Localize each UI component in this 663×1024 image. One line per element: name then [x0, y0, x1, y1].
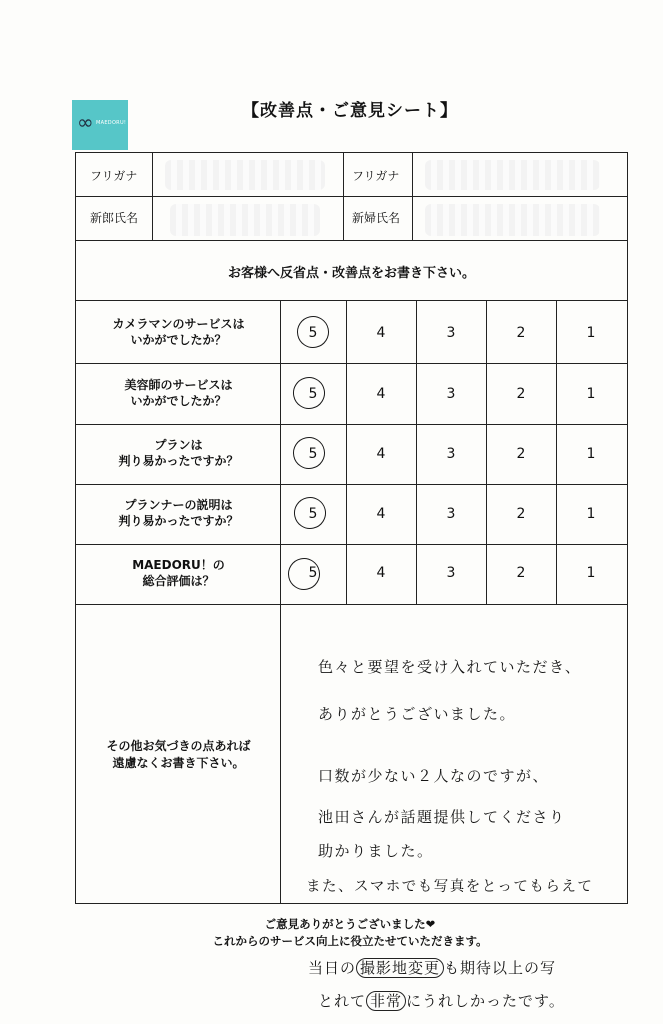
divider — [75, 544, 628, 545]
rating-option[interactable]: 5 — [308, 325, 318, 341]
divider — [343, 152, 344, 240]
divider — [75, 300, 628, 301]
rating-option[interactable]: 2 — [516, 325, 526, 341]
handwritten-segment: も期待以上の写 — [444, 959, 557, 977]
question-plan — [77, 437, 280, 469]
question-line: カメラマンのサービスは — [112, 317, 245, 331]
bride-name-label: 新婦氏名 — [352, 211, 401, 225]
handwritten-comment-line: 助かりました。 — [318, 842, 434, 860]
divider — [75, 604, 628, 605]
handwritten-segment: 当日の — [308, 959, 357, 977]
question-line: いかがでしたか？ — [130, 394, 227, 408]
rating-option[interactable]: 2 — [516, 386, 526, 402]
rating-option[interactable]: 2 — [516, 506, 526, 522]
service-improvement-text: これからのサービス向上に役立たせていただきます。 — [212, 934, 488, 948]
rating-option[interactable]: 1 — [586, 325, 596, 341]
rating-option[interactable]: 4 — [376, 325, 386, 341]
rating-option[interactable]: 3 — [446, 565, 456, 581]
question-line: MAEDORU！の — [132, 558, 225, 572]
handwritten-comment-line — [308, 957, 556, 978]
rating-option[interactable]: 3 — [446, 386, 456, 402]
question-line: いかがでしたか？ — [130, 333, 227, 347]
groom-name-label: 新郎氏名 — [90, 211, 139, 225]
question-overall — [77, 557, 280, 589]
question-line: プランは — [154, 438, 203, 452]
bride-furigana-label: フリガナ — [352, 169, 400, 183]
handwritten-comment-line — [318, 990, 565, 1011]
handwritten-comment-line: 池田さんが話題提供してくださり — [318, 808, 566, 826]
groom-furigana-label: フリガナ — [90, 169, 138, 183]
rating-option[interactable]: 5 — [308, 506, 318, 522]
rating-option[interactable]: 1 — [586, 565, 596, 581]
rating-option[interactable]: 4 — [376, 446, 386, 462]
rating-option[interactable]: 1 — [586, 446, 596, 462]
handwritten-comment-line: 色々と要望を受け入れていただき、 — [318, 658, 582, 676]
thank-you-text: ご意見ありがとうございました❤ — [264, 917, 436, 931]
question-hairstylist — [77, 377, 280, 409]
question-line: 判り易かったですか？ — [118, 514, 239, 528]
other-comments-line: その他お気づきの点あれば — [106, 739, 251, 753]
other-comments-label — [77, 738, 280, 772]
handwritten-comment-line: ありがとうございました。 — [318, 705, 517, 723]
rating-option[interactable]: 3 — [446, 446, 456, 462]
rating-option[interactable]: 5 — [308, 565, 318, 581]
instruction-banner: お客様へ反省点・改善点をお書き下さい。 — [227, 266, 475, 281]
question-cameraman — [77, 316, 280, 348]
sheet-title: 【改善点・ご意見シート】 — [242, 101, 458, 121]
rating-option[interactable]: 4 — [376, 506, 386, 522]
rating-option[interactable]: 5 — [308, 386, 318, 402]
rating-option[interactable]: 2 — [516, 565, 526, 581]
handwritten-boxed-word: 撮影地変更 — [356, 958, 444, 978]
divider — [75, 484, 628, 485]
redacted-groom-furigana — [165, 160, 325, 190]
redacted-bride-name — [425, 204, 600, 236]
rating-option[interactable]: 4 — [376, 565, 386, 581]
question-line: 判り易かったですか？ — [118, 454, 239, 468]
rating-option[interactable]: 5 — [308, 446, 318, 462]
rating-option[interactable]: 3 — [446, 506, 456, 522]
rating-option[interactable]: 1 — [586, 506, 596, 522]
rating-option[interactable]: 1 — [586, 386, 596, 402]
rating-option[interactable]: 4 — [376, 386, 386, 402]
handwritten-comment-line: 口数が少ない２人なのですが、 — [318, 767, 550, 785]
handwritten-boxed-word: 非常 — [366, 991, 406, 1011]
question-line: 美容師のサービスは — [124, 378, 233, 392]
divider — [412, 152, 413, 240]
question-line: プランナーの説明は — [124, 498, 233, 512]
divider — [75, 424, 628, 425]
divider — [75, 363, 628, 364]
divider — [152, 152, 153, 240]
divider — [75, 196, 628, 197]
rating-option[interactable]: 3 — [446, 325, 456, 341]
brand-logo — [72, 100, 128, 150]
other-comments-line: 遠慮なくお書き下さい。 — [112, 756, 245, 770]
handwritten-segment: にうれしかったです。 — [406, 992, 565, 1010]
question-planner — [77, 497, 280, 529]
redacted-bride-furigana — [425, 160, 600, 190]
handwritten-segment: とれて — [318, 992, 367, 1010]
rating-option[interactable]: 2 — [516, 446, 526, 462]
question-line: 総合評価は？ — [142, 574, 215, 588]
divider — [75, 240, 628, 241]
logo-wordmark: MAEDORU! — [96, 120, 127, 126]
infinity-mark-icon: ∞ — [77, 110, 94, 134]
handwritten-comment-line: また、スマホでも写真をとってもらえて — [306, 879, 594, 895]
redacted-groom-name — [170, 204, 320, 236]
